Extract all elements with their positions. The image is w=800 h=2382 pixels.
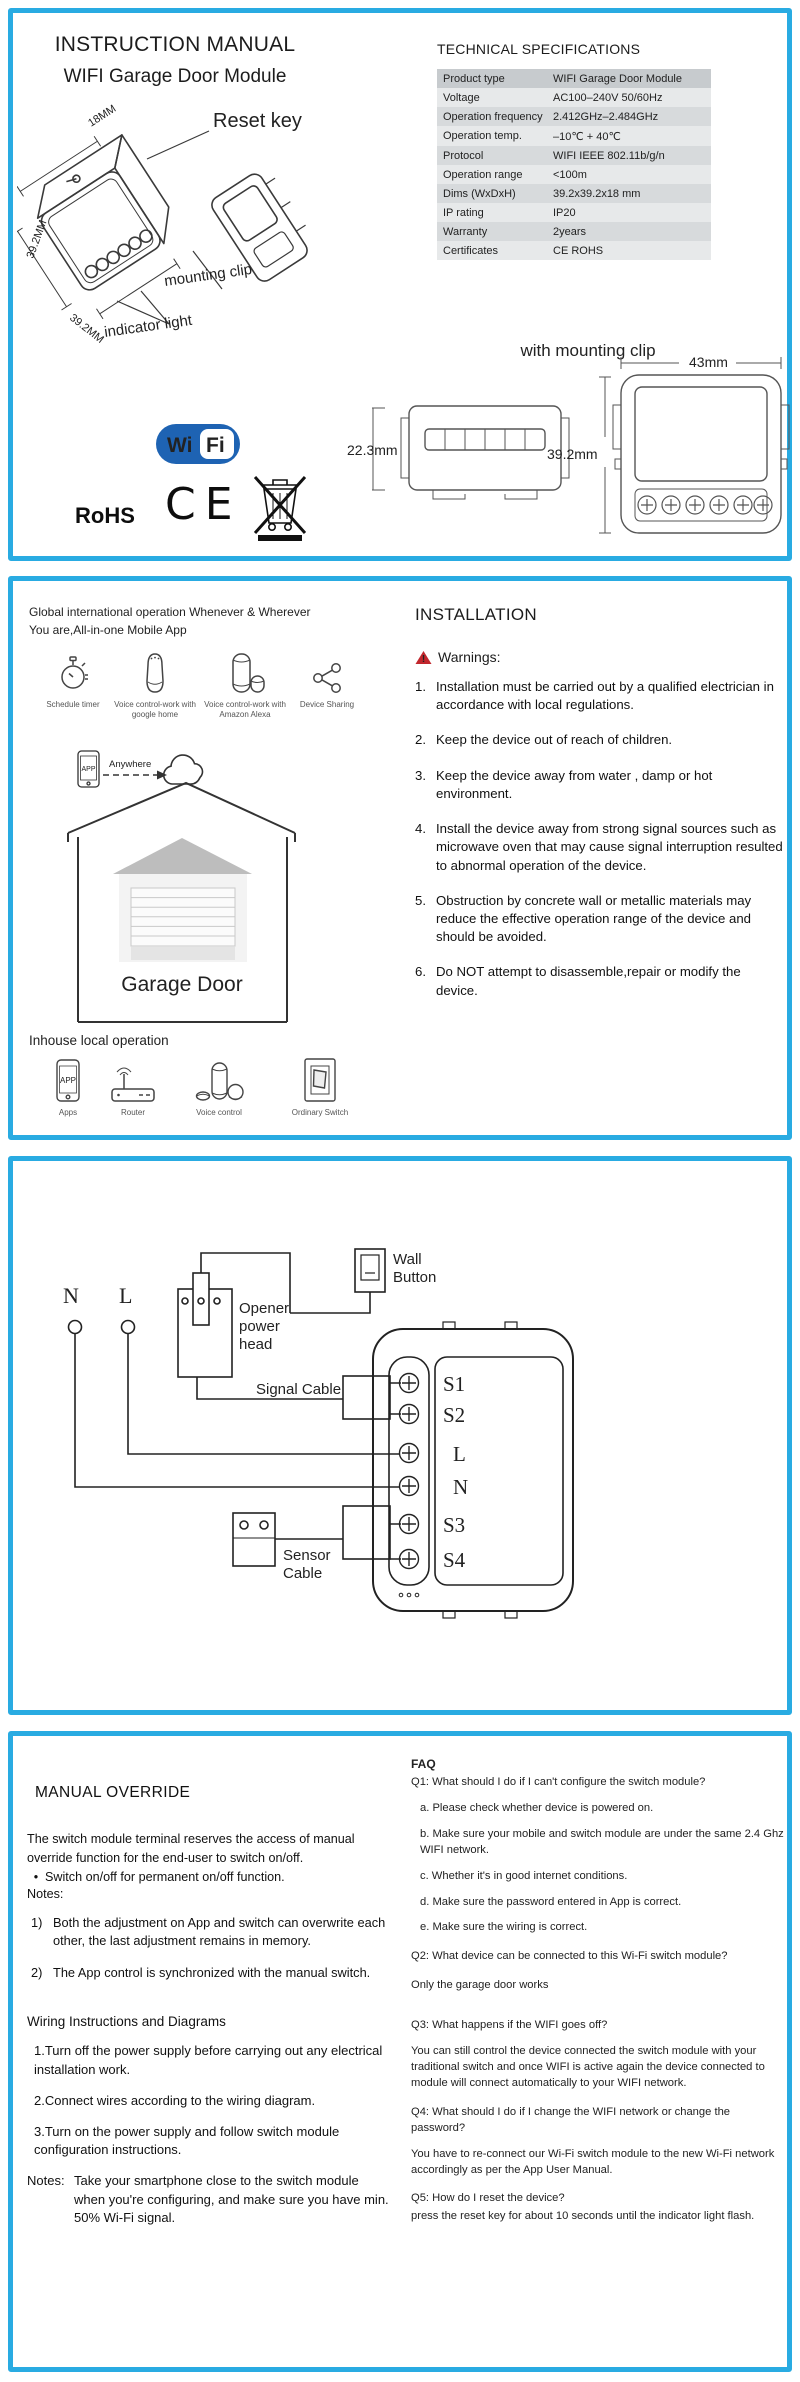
spec-label: Product type bbox=[443, 72, 505, 85]
feature-device-sharing bbox=[289, 647, 365, 710]
spec-value: IP20 bbox=[553, 206, 576, 219]
bullet-text: Switch on/off for permanent on/off function. bbox=[45, 1869, 285, 1884]
wifi-logo-fi: Fi bbox=[206, 434, 225, 457]
table-row bbox=[437, 203, 711, 222]
warnings-row bbox=[415, 649, 783, 665]
wall-button-label-1: Wall bbox=[393, 1251, 422, 1268]
warning-item: 1. Installation must be carried out by a qualified electrician in accordance with local regulations. bbox=[415, 678, 783, 714]
spec-value: CE ROHS bbox=[553, 244, 604, 257]
arrowhead-icon bbox=[157, 771, 167, 780]
title-block bbox=[41, 33, 309, 88]
faq-heading: FAQ bbox=[411, 1757, 436, 1771]
voice-control-icon bbox=[194, 1059, 244, 1103]
spec-label: IP rating bbox=[443, 206, 484, 219]
rohs-mark: RoHS bbox=[75, 503, 135, 528]
table-row bbox=[437, 88, 711, 107]
warning-item: 6. Do NOT attempt to disassemble,repair or modify the device. bbox=[415, 963, 783, 999]
terminal-s3-label: S3 bbox=[443, 1513, 466, 1537]
wiring-step: 3.Turn on the power supply and follow switch module configuration instructions. bbox=[34, 2123, 340, 2158]
dim-front-width-label: 43mm bbox=[689, 354, 728, 370]
terminal-n-label: N bbox=[453, 1475, 469, 1499]
faq-section bbox=[411, 1756, 785, 2225]
apps-phone-label: APP bbox=[59, 1076, 77, 1085]
specs-table bbox=[437, 69, 711, 260]
note-number: 2) bbox=[31, 1964, 43, 1980]
cloud-icon bbox=[164, 755, 203, 784]
sensor-cable-label-2: Cable bbox=[283, 1565, 323, 1582]
notes-label: Notes: bbox=[27, 1886, 64, 1901]
warnings-label: Warnings: bbox=[438, 649, 501, 665]
dim-front-height-label: 39.2mm bbox=[547, 446, 598, 462]
dim-top-label: 18MM bbox=[86, 102, 119, 130]
indicator-light-label: indicator light bbox=[103, 311, 194, 341]
local-label: Router bbox=[120, 1108, 145, 1117]
faq-answer-item: d. Make sure the password entered in App is correct. bbox=[420, 1895, 682, 1908]
alexa-icon bbox=[223, 651, 267, 695]
specs-heading: TECHNICAL SPECIFICATIONS bbox=[437, 41, 641, 57]
local-voice-control bbox=[169, 1055, 269, 1117]
warning-triangle-icon bbox=[415, 650, 432, 665]
warning-item: 2. Keep the device out of reach of children. bbox=[415, 731, 783, 749]
wiring-note-text: Take your smartphone close to the switch module when you're configuring, and make sure you have min. 50% Wi-Fi signal. bbox=[74, 2173, 389, 2226]
inhouse-heading: Inhouse local operation bbox=[29, 1033, 169, 1048]
device-isometric-diagram bbox=[17, 101, 357, 376]
spec-label: Operation temp. bbox=[443, 129, 522, 142]
installation-heading: INSTALLATION bbox=[415, 605, 537, 624]
manual-override-heading: MANUAL OVERRIDE bbox=[35, 1784, 191, 1801]
warning-text: Keep the device away from water , damp or hot environment. bbox=[436, 767, 713, 801]
terminal-l-label: L bbox=[453, 1442, 466, 1466]
note-text: Both the adjustment on App and switch can overwrite each other, the last adjustment remains in memory. bbox=[53, 1914, 386, 1949]
page-subtitle: WIFI Garage Door Module bbox=[63, 66, 287, 87]
wiring-instructions-heading: Wiring Instructions and Diagrams bbox=[27, 2014, 226, 2030]
table-row bbox=[437, 146, 711, 165]
spec-value: WIFI Garage Door Module bbox=[553, 72, 682, 85]
faq-question: Q4: What should I do if I change the WIFI network or change the password? bbox=[411, 2105, 731, 2134]
reset-key-label: Reset key bbox=[213, 110, 302, 132]
wall-button-label-2: Button bbox=[393, 1269, 437, 1286]
spec-value: –10℃ + 40℃ bbox=[553, 130, 621, 143]
wiring-note bbox=[27, 2172, 389, 2227]
faq-answer: press the reset key for about 10 seconds until the indicator light flash. bbox=[411, 2210, 755, 2223]
terminal-s4-label: S4 bbox=[443, 1548, 466, 1572]
faq-answer: You have to re-connect our Wi-Fi switch module to the new Wi-Fi network accordingly as per the App User Manual. bbox=[411, 2147, 775, 2176]
spec-value: WIFI IEEE 802.11b/g/n bbox=[553, 149, 665, 162]
dim-bottom-label: 39.2MM bbox=[67, 311, 106, 346]
spec-label: Operation range bbox=[443, 168, 523, 181]
wiring-step: 1.Turn off the power supply before carrying out any electrical installation work. bbox=[34, 2043, 383, 2077]
table-row bbox=[437, 222, 711, 241]
wall-switch-icon bbox=[303, 1057, 337, 1103]
warning-item: 4. Install the device away from strong signal sources such as microwave oven that may cause signal interruption resulted to abnormal operation of the device. bbox=[415, 820, 783, 875]
table-row bbox=[437, 69, 711, 88]
wire-n-label: N bbox=[63, 1283, 79, 1308]
spec-label: Protocol bbox=[443, 149, 484, 162]
manual-override-section bbox=[27, 1754, 389, 2228]
faq-answer: Only the garage door works bbox=[411, 1979, 549, 1992]
local-label: Ordinary Switch bbox=[291, 1108, 349, 1117]
anywhere-label: Anywhere bbox=[109, 759, 152, 770]
bullet-dot: • bbox=[33, 1869, 39, 1884]
feature-amazon-alexa bbox=[201, 647, 289, 721]
feature-label: Voice control-work with google home bbox=[114, 700, 196, 720]
sensor-cable-label-1: Sensor bbox=[283, 1547, 331, 1564]
spec-label: Voltage bbox=[443, 91, 480, 104]
feature-schedule-timer bbox=[37, 647, 109, 710]
signal-cable-label: Signal Cable bbox=[256, 1381, 342, 1398]
terminal-s1-label: S1 bbox=[443, 1372, 466, 1396]
warning-text: Installation must be carried out by a qualified electrician in accordance with local regulations. bbox=[436, 679, 774, 713]
faq-question: Q2: What device can be connected to this Wi-Fi switch module? bbox=[411, 1950, 728, 1963]
faq-answer-item: e. Make sure the wiring is correct. bbox=[420, 1921, 588, 1934]
note-number: 1) bbox=[31, 1914, 43, 1930]
note-item bbox=[27, 1964, 389, 1983]
local-label: Voice control bbox=[196, 1108, 242, 1117]
terminal-s2-label: S2 bbox=[443, 1403, 466, 1427]
dim-side-height-label: 22.3mm bbox=[347, 442, 398, 458]
panel-overview bbox=[8, 8, 792, 561]
garage-door-graphic bbox=[113, 838, 252, 962]
faq-answer: You can still control the device connected the switch module with your traditional switch and once WIFI is active again the device connected to module will connect automatically to your WIFI network. bbox=[411, 2045, 765, 2089]
spec-label: Dims (WxDxH) bbox=[443, 187, 516, 200]
feature-google-home bbox=[111, 647, 199, 721]
ce-mark: CE bbox=[165, 479, 242, 530]
wifi-logo-wi: Wi bbox=[167, 434, 193, 457]
wiring-step: 2.Connect wires according to the wiring diagram. bbox=[34, 2092, 316, 2108]
opener-label-1: Opener bbox=[239, 1300, 290, 1317]
local-ordinary-switch bbox=[275, 1055, 365, 1117]
opener-label-3: head bbox=[239, 1336, 273, 1353]
spec-value: AC100–240V 50/60Hz bbox=[553, 91, 663, 104]
spec-label: Certificates bbox=[443, 244, 499, 257]
panel-app-installation bbox=[8, 576, 792, 1140]
warning-item: 5. Obstruction by concrete wall or metallic materials may reduce the effective operation range of the device and should be avoided. bbox=[415, 892, 783, 947]
warning-text: Obstruction by concrete wall or metallic materials may reduce the effective operation range of the device and should be avoided. bbox=[436, 892, 752, 945]
module-front-view bbox=[541, 347, 800, 555]
intro-line2: You are,All-in-one Mobile App bbox=[29, 623, 187, 637]
table-row bbox=[437, 107, 711, 126]
wire-l-label: L bbox=[119, 1283, 133, 1308]
table-row bbox=[437, 241, 711, 260]
router-icon bbox=[109, 1067, 157, 1103]
dim-left-label: 39.2MM bbox=[24, 218, 50, 261]
warning-item: 3. Keep the device away from water , damp or hot environment. bbox=[415, 767, 783, 803]
bullet-item bbox=[27, 1868, 389, 1887]
spec-value: 39.2x39.2x18 mm bbox=[553, 187, 641, 200]
local-apps bbox=[33, 1055, 103, 1117]
svg-text:!: ! bbox=[421, 653, 426, 665]
opener-label-2: power bbox=[239, 1318, 280, 1335]
wiring-note-label: Notes: bbox=[27, 2173, 65, 2189]
local-label: Apps bbox=[58, 1108, 78, 1117]
wifi-logo bbox=[155, 423, 241, 465]
note-item bbox=[27, 1914, 389, 1951]
warning-text: Install the device away from strong signal sources such as microwave oven that may cause signal interruption resulted to abnormal operation of the device. bbox=[436, 821, 783, 873]
spec-value: <100m bbox=[553, 168, 587, 181]
house-diagram bbox=[43, 739, 365, 1031]
table-row bbox=[437, 165, 711, 184]
intro-text bbox=[29, 603, 374, 639]
spec-value: 2.412GHz–2.484GHz bbox=[553, 110, 659, 123]
faq-answer-item: b. Make sure your mobile and switch module are under the same 2.4 Ghz WIFI network. bbox=[420, 1827, 784, 1856]
weee-icon bbox=[253, 469, 307, 541]
note-text: The App control is synchronized with the manual switch. bbox=[53, 1964, 371, 1980]
spec-label: Operation frequency bbox=[443, 110, 543, 123]
with-mounting-clip-heading: with mounting clip bbox=[520, 341, 656, 360]
installation-section bbox=[415, 605, 783, 1017]
spec-value: 2years bbox=[553, 225, 587, 238]
feature-label: Voice control-work with Amazon Alexa bbox=[204, 700, 286, 720]
page-title: INSTRUCTION MANUAL bbox=[54, 33, 296, 56]
table-row bbox=[437, 184, 711, 203]
manual-override-paragraph: The switch module terminal reserves the access of manual override function for the end-user to switch on/off. bbox=[27, 1832, 355, 1865]
wiring-diagram bbox=[13, 1161, 787, 1710]
feature-label: Schedule timer bbox=[46, 700, 100, 709]
panel-wiring-diagram bbox=[8, 1156, 792, 1715]
google-home-icon bbox=[137, 651, 173, 695]
local-router bbox=[95, 1055, 171, 1117]
spec-label: Warranty bbox=[443, 225, 488, 238]
mounting-clip-label: mounting clip bbox=[163, 260, 254, 290]
phone-app-icon bbox=[55, 1059, 81, 1103]
faq-question: Q1: What should I do if I can't configure the switch module? bbox=[411, 1776, 706, 1789]
phone-app-label: APP bbox=[81, 766, 96, 773]
intro-line1: Global international operation Whenever & Wherever bbox=[29, 605, 311, 619]
faq-question: Q5: How do I reset the device? bbox=[411, 2192, 565, 2205]
stopwatch-icon bbox=[58, 653, 88, 695]
faq-question: Q3: What happens if the WIFI goes off? bbox=[411, 2019, 608, 2032]
warning-text: Keep the device out of reach of children. bbox=[436, 732, 673, 748]
faq-answer-item: a. Please check whether device is powered on. bbox=[420, 1801, 654, 1814]
share-icon bbox=[311, 661, 343, 695]
garage-door-label: Garage Door bbox=[121, 973, 243, 996]
panel-manual-override-faq bbox=[8, 1731, 792, 2372]
table-row bbox=[437, 126, 711, 146]
faq-answer-item: c. Whether it's in good internet conditions. bbox=[420, 1869, 628, 1882]
feature-label: Device Sharing bbox=[299, 700, 355, 709]
warning-text: Do NOT attempt to disassemble,repair or modify the device. bbox=[436, 964, 741, 998]
